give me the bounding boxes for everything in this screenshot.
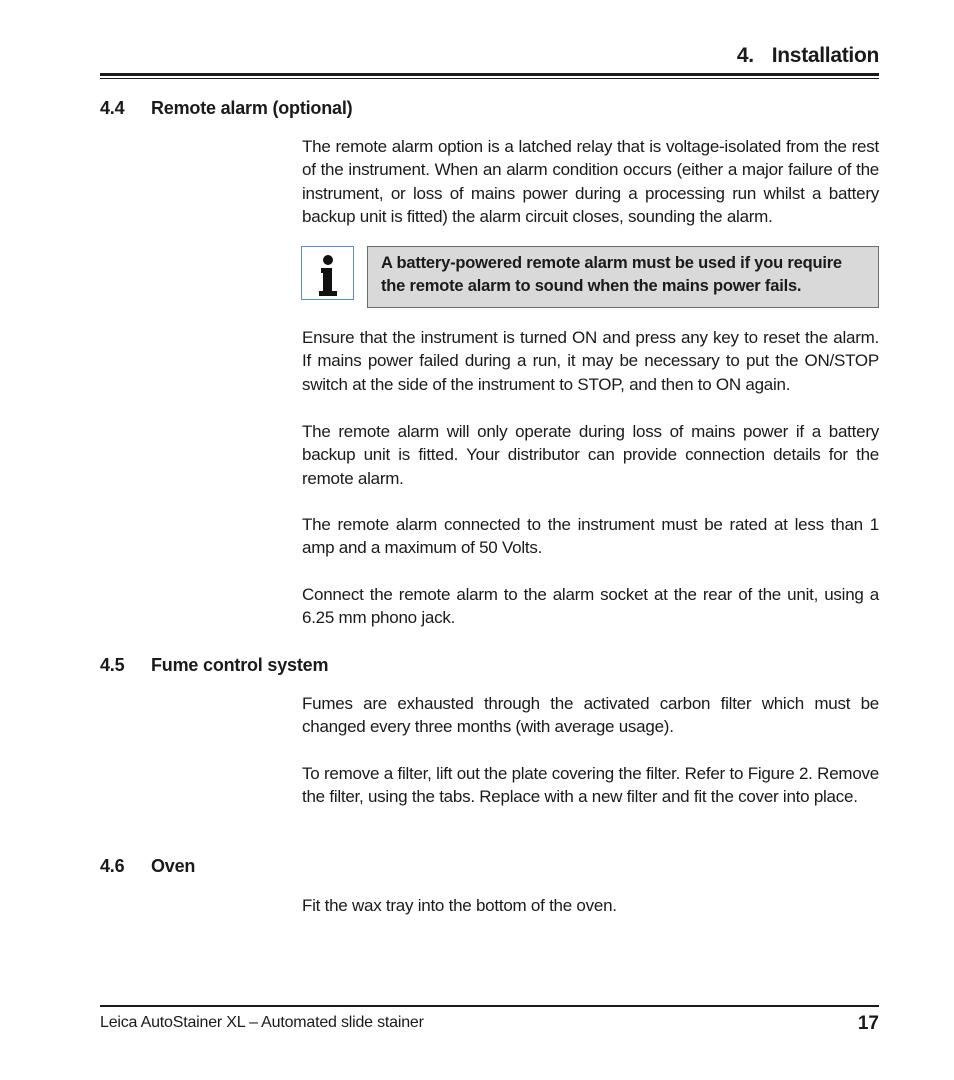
info-icon (301, 246, 354, 300)
header-rule-thin (100, 78, 879, 79)
footer-title: Leica AutoStainer XL – Automated slide stainer (100, 1014, 424, 1031)
paragraph: Connect the remote alarm to the alarm socket at the rear of the unit, using a 6.25 mm phono jack. (302, 585, 879, 628)
paragraph: To remove a filter, lift out the plate covering the filter. Refer to Figure 2. Remove the filter, using the tabs. Replace with a new filter and fit the cover into place. (302, 764, 879, 807)
info-note: A battery-powered remote alarm must be used if you require the remote alarm to sound when the mains power fails. (367, 246, 879, 308)
section-number: 4.5 (100, 655, 125, 675)
section-title: Remote alarm (optional) (151, 98, 353, 118)
header-rule-thick (100, 73, 879, 76)
page-number: 17 (857, 1013, 879, 1034)
section-number: 4.4 (100, 98, 125, 118)
paragraph: The remote alarm will only operate during loss of mains power if a battery backup unit is fitted. Your distributor can provide connection details for the remote alarm. (302, 422, 879, 488)
chapter-header (100, 44, 879, 70)
chapter-number: 4. (736, 44, 754, 67)
section-heading-remote-alarm (100, 98, 352, 119)
section-heading-oven (100, 856, 195, 877)
paragraph: Fit the wax tray into the bottom of the oven. (302, 896, 617, 915)
section-number: 4.6 (100, 856, 125, 876)
footer-rule (100, 1005, 879, 1007)
section-title: Oven (151, 856, 196, 876)
chapter-title: Installation (771, 44, 879, 67)
section-heading-fume-control (100, 655, 328, 676)
paragraph: The remote alarm option is a latched relay that is voltage-isolated from the rest of the instrument. When an alarm condition occurs (either a major failure of the instrument, or loss of mains power during a processing run whilst a battery backup unit is fitted) the alarm circuit closes, sounding the alarm. (302, 137, 879, 226)
paragraph: The remote alarm connected to the instrument must be rated at less than 1 amp and a maximum of 50 Volts. (302, 515, 879, 558)
paragraph: Fumes are exhausted through the activated carbon filter which must be changed every three months (with average usage). (302, 694, 879, 737)
section-title: Fume control system (151, 655, 329, 675)
paragraph: Ensure that the instrument is turned ON and press any key to reset the alarm. If mains power failed during a run, it may be necessary to put the ON/STOP switch at the side of the instrument to STOP, and then to ON again. (302, 328, 879, 394)
